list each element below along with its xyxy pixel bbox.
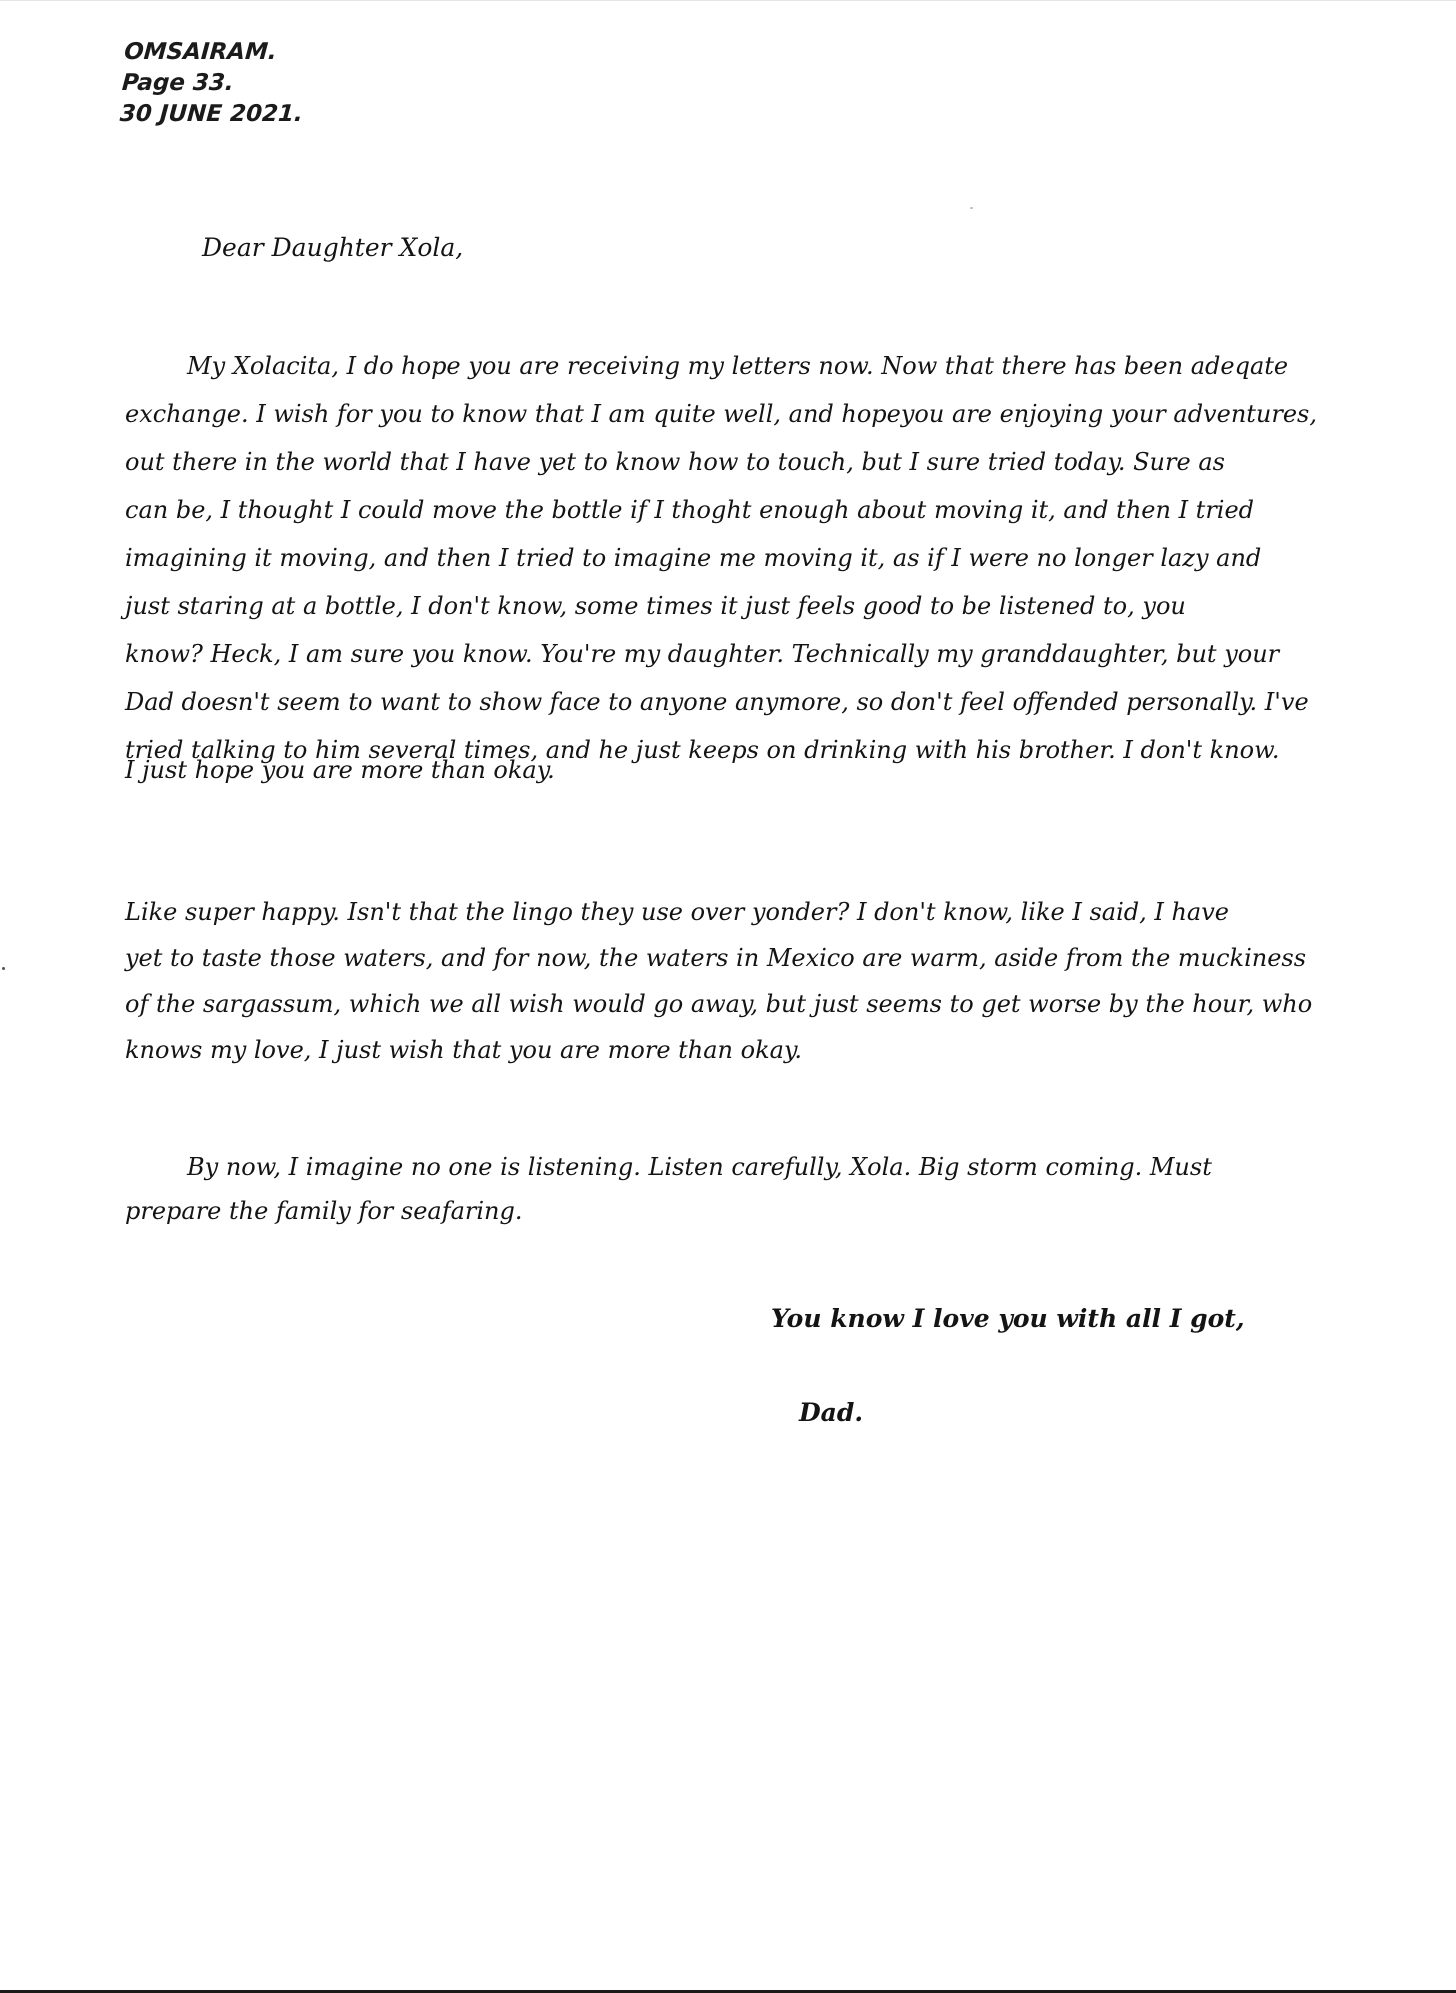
paragraph-line: know? Heck, I am sure you know. You're my daughter. Technically my granddaughter, but your bbox=[125, 640, 1280, 668]
paragraph-line: yet to taste those waters, and for now, the waters in Mexico are warm, aside from the muckiness bbox=[125, 944, 1307, 972]
paragraph-line: exchange. I wish for you to know that I am quite well, and hopeyou are enjoying your adventures, bbox=[125, 400, 1317, 428]
author-heading: OMSAIRAM. bbox=[123, 39, 278, 65]
paragraph-line: of the sargassum, which we all wish would go away, but just seems to get worse by the hour, who bbox=[125, 990, 1313, 1018]
paragraph-line: can be, I thought I could move the bottle if I thoght enough about moving it, and then I tried bbox=[125, 496, 1255, 524]
paragraph-line: out there in the world that I have yet to know how to touch, but I sure tried today. Sure as bbox=[125, 448, 1225, 476]
paragraph-line: just staring at a bottle, I don't know, some times it just feels good to be listened to, you bbox=[125, 592, 1186, 620]
paragraph-2 bbox=[125, 889, 1435, 1073]
paragraph-line: By now, I imagine no one is listening. Listen carefully, Xola. Big storm coming. Must bbox=[187, 1153, 1212, 1181]
paragraph-line: tried talking to him several times, and he just keeps on drinking with his brother. I don't know. bbox=[125, 736, 1280, 764]
paragraph-line: knows my love, I just wish that you are more than okay. bbox=[125, 1036, 802, 1064]
paragraph-line: imagining it moving, and then I tried to imagine me moving it, as if I were no longer lazy and bbox=[125, 544, 1262, 572]
page-number: Page 33. bbox=[121, 70, 235, 96]
closing-line: You know I love you with all I got, bbox=[771, 1304, 1245, 1333]
paragraph-line: I just hope you are more than okay. bbox=[125, 756, 555, 784]
paragraph-line: Dad doesn't seem to want to show face to anyone anymore, so don't feel offended personally. I've bbox=[125, 688, 1309, 716]
letter-date: 30 JUNE 2021. bbox=[118, 101, 304, 127]
paper-speck bbox=[2, 967, 5, 970]
paragraph-line: Like super happy. Isn't that the lingo they use over yonder? I don't know, like I said, I have bbox=[125, 898, 1229, 926]
paragraph-line: prepare the family for seafaring. bbox=[125, 1197, 523, 1225]
paragraph-3 bbox=[125, 1145, 1435, 1233]
salutation: Dear Daughter Xola, bbox=[202, 233, 464, 262]
paper-speck bbox=[970, 207, 973, 209]
paragraph-line: My Xolacita, I do hope you are receiving my letters now. Now that there has been adeqate bbox=[187, 352, 1289, 380]
signature: Dad. bbox=[799, 1398, 864, 1427]
letter-header bbox=[119, 37, 308, 130]
paragraph-1 bbox=[125, 342, 1435, 784]
